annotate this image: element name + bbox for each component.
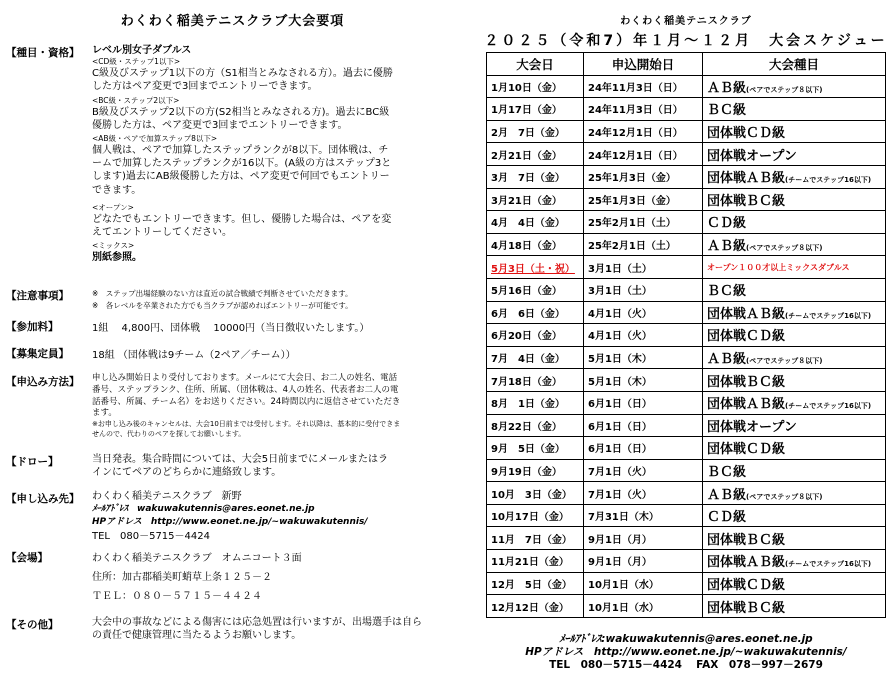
row-date: 4月 4日（金） — [487, 211, 584, 234]
row-event: ＢＣ級 — [707, 464, 747, 480]
row-date: 5月3日（土・祝） — [487, 256, 584, 279]
row-event-cell — [703, 595, 886, 618]
schedule-body — [487, 75, 886, 617]
schedule-row — [487, 324, 886, 347]
row-start-date: 24年12月1日（日） — [584, 143, 703, 166]
open-subheading: <オープン> — [92, 202, 134, 212]
row-start-date: 7月1日（火） — [584, 482, 703, 505]
schedule-row — [487, 256, 886, 279]
row-event-cell — [703, 211, 886, 234]
row-date: 7月18日（金） — [487, 369, 584, 392]
section-label-shubetsu: 【種目・資格】 — [6, 47, 80, 59]
schedule-row — [487, 482, 886, 505]
row-event-cell — [703, 278, 886, 301]
row-start-date: 7月1日（火） — [584, 459, 703, 482]
row-event: ＡＢ級 — [707, 239, 747, 255]
schedule-row — [487, 75, 886, 98]
row-event-note: (チームでステップ16以下) — [785, 176, 872, 185]
draw-text: 当日発表。集合時間については、大会5日前までにメールまたはラインにてペアのどちらかに連絡致します。 — [92, 454, 388, 479]
row-start-date: 25年1月3日（金） — [584, 165, 703, 188]
section-venue — [92, 549, 422, 606]
row-event-cell — [703, 414, 886, 437]
row-event-cell — [703, 75, 886, 98]
fee-text: 1組 4,800円、団体戦 10000円（当日徴収いたします。） — [92, 323, 370, 334]
section-label-venue: 【会場】 — [6, 552, 48, 564]
row-event: 団体戦ＢＣ級 — [707, 600, 786, 616]
row-event: 団体戦ＡＢ級 — [707, 555, 786, 571]
schedule-row — [487, 572, 886, 595]
guidelines-title: わくわく稲美テニスクラブ大会要項 — [120, 14, 345, 29]
row-date: 9月 5日（金） — [487, 437, 584, 460]
header-start: 申込開始日 — [584, 53, 703, 76]
row-event-cell — [703, 482, 886, 505]
row-start-date: 5月1日（木） — [584, 369, 703, 392]
footer-hp: HPアドレス http://www.eonet.ne.jp/~wakuwakutennis/ — [525, 646, 847, 658]
venue-address: 住所：加古郡稲美町蛸草上条１２５－２ — [92, 572, 272, 583]
row-date: 4月18日（金） — [487, 233, 584, 256]
row-event: 団体戦ＢＣ級 — [707, 374, 786, 390]
row-start-date: 25年2月1日（土） — [584, 233, 703, 256]
schedule-row — [487, 369, 886, 392]
row-start-date: 9月1日（月） — [584, 550, 703, 573]
row-start-date: 24年11月3日（日） — [584, 98, 703, 121]
row-start-date: 4月1日（火） — [584, 301, 703, 324]
open-text: どなたでもエントリーできます。但し、優勝した場合は、ペアを変えてエントリーしてください。 — [92, 213, 392, 239]
contact-mail: ﾒｰﾙｱﾄﾞﾚｽ wakuwakutennis@ares.eonet.ne.jp — [92, 504, 315, 515]
section-apply — [92, 373, 402, 439]
schedule-row — [487, 143, 886, 166]
schedule-row — [487, 120, 886, 143]
row-event: 団体戦オープン — [707, 419, 797, 435]
schedule-row — [487, 211, 886, 234]
caution-line-2: ※ 各レベルを卒業された方でも当クラブが認めればエントリーが可能です。 — [92, 301, 353, 310]
schedule-row — [487, 550, 886, 573]
row-date: 12月12日（金） — [487, 595, 584, 618]
ab-text: 個人戦は、ペアで加算したステップランクが8以下。団体戦は、チームで加算したステップランクが16以下。(A級の方はステップ3とします)過去にAB級優勝した方は、ペア変更で何回でもエントリーできます。 — [92, 145, 392, 196]
other-text: 大会中の事故などによる傷害には応急処置は行いますが、出場選手は自らの責任で健康管理に当たるようお願いします。 — [92, 617, 422, 642]
schedule-row — [487, 188, 886, 211]
row-event-note: (ペアでステップ８以下) — [746, 357, 823, 366]
section-label-apply: 【申込み方法】 — [6, 376, 80, 388]
row-event: 団体戦ＣＤ級 — [707, 126, 786, 142]
row-date: 3月21日（金） — [487, 188, 584, 211]
row-event-cell — [703, 233, 886, 256]
row-start-date: 24年12月1日（日） — [584, 120, 703, 143]
row-event: オープン１００才以上ミックスダブルス — [707, 262, 850, 272]
row-date: 2月21日（金） — [487, 143, 584, 166]
schedule-row — [487, 414, 886, 437]
row-event-cell — [703, 301, 886, 324]
schedule-panel — [484, 0, 888, 685]
row-event-note: (ペアでステップ８以下) — [746, 492, 823, 501]
mix-subheading: <ミックス> — [92, 241, 135, 251]
row-date: 8月22日（金） — [487, 414, 584, 437]
schedule-row — [487, 233, 886, 256]
row-event-cell — [703, 572, 886, 595]
row-event: ＣＤ級 — [707, 216, 747, 232]
schedule-row — [487, 527, 886, 550]
section-shubetsu — [92, 44, 397, 264]
row-start-date: 10月1日（水） — [584, 572, 703, 595]
row-date: 11月 7日（金） — [487, 527, 584, 550]
row-event: ＡＢ級 — [707, 80, 747, 96]
row-date: 6月20日（金） — [487, 324, 584, 347]
section-label-teiin: 【募集定員】 — [6, 348, 69, 360]
row-event-note: (チームでステップ16以下) — [785, 311, 872, 320]
row-event-cell — [703, 527, 886, 550]
row-event: ＢＣ級 — [707, 284, 747, 300]
row-event-cell — [703, 550, 886, 573]
row-start-date: 25年2月1日（土） — [584, 211, 703, 234]
contact-name: わくわく稲美テニスクラブ 新野 — [92, 491, 242, 502]
row-date: 11月21日（金） — [487, 550, 584, 573]
row-event: 団体戦ＣＤ級 — [707, 329, 786, 345]
row-start-date: 5月1日（木） — [584, 346, 703, 369]
row-event: 団体戦ＡＢ級 — [707, 306, 786, 322]
bc-text: B級及びステップ2以下の方(S2相当とみなされる方)。過去にBC級優勝した方は、ペア変更で3回までエントリーできます。 — [92, 106, 390, 131]
ab-subheading: <AB級・ペアで加算ステップ8以下> — [92, 134, 218, 144]
row-event: 団体戦ＣＤ級 — [707, 442, 786, 458]
schedule-row — [487, 437, 886, 460]
schedule-row — [487, 504, 886, 527]
section-label-other: 【その他】 — [6, 619, 59, 631]
row-date: 3月 7日（金） — [487, 165, 584, 188]
section-label-fee: 【参加料】 — [6, 321, 59, 333]
row-event: 団体戦ＢＣ級 — [707, 193, 786, 209]
row-start-date: 6月1日（日） — [584, 437, 703, 460]
row-event: 団体戦オープン — [707, 148, 797, 164]
row-date: 12月 5日（金） — [487, 572, 584, 595]
footer-mail: ﾒｰﾙｱﾄﾞﾚｽ:wakuwakutennis@ares.eonet.ne.jp — [559, 633, 813, 645]
row-event: 団体戦ＡＢ級 — [707, 397, 786, 413]
row-start-date: 25年1月3日（金） — [584, 188, 703, 211]
cd-subheading: <CD級・ステップ1以下> — [92, 57, 181, 67]
section-label-draw: 【ドロー】 — [6, 456, 59, 468]
schedule-row — [487, 98, 886, 121]
apply-note: ※お申し込み後のキャンセルは、大会10日前までは受付します。それ以降は、基本的に受付できませんので、代わりのペアを探してお願いします。 — [92, 420, 401, 438]
row-date: 8月 1日（金） — [487, 391, 584, 414]
row-event: 団体戦ＡＢ級 — [707, 171, 786, 187]
row-event-note: (ペアでステップ８以下) — [746, 85, 823, 94]
row-event-cell — [703, 504, 886, 527]
row-event-cell — [703, 369, 886, 392]
row-date: 6月 6日（金） — [487, 301, 584, 324]
row-event-cell — [703, 256, 886, 279]
event-heading: レベル別女子ダブルス — [92, 45, 192, 56]
row-event-cell — [703, 120, 886, 143]
row-start-date: 7月31日（木） — [584, 504, 703, 527]
bc-subheading: <BC級・ステップ2以下> — [92, 95, 180, 105]
row-start-date: 10月1日（水） — [584, 595, 703, 618]
row-start-date: 6月1日（日） — [584, 391, 703, 414]
schedule-row — [487, 278, 886, 301]
schedule-row — [487, 165, 886, 188]
cd-text: C級及びステップ1以下の方（S1相当とみなされる方）。過去に優勝した方はペア変更で3回までエントリーできます。 — [92, 68, 393, 93]
contact-tel: TEL 080－5715－4424 — [92, 530, 210, 542]
row-event: ＢＣ級 — [707, 103, 747, 119]
row-event-cell — [703, 437, 886, 460]
schedule-row — [487, 595, 886, 618]
row-date: 2月 7日（金） — [487, 120, 584, 143]
row-event-note: (ペアでステップ８以下) — [746, 244, 823, 253]
schedule-row — [487, 391, 886, 414]
row-start-date: 3月1日（土） — [584, 256, 703, 279]
row-date: 10月 3日（金） — [487, 482, 584, 505]
schedule-row — [487, 301, 886, 324]
contact-hp: HPアドレス http://www.eonet.ne.jp/~wakuwakutennis/ — [92, 517, 368, 528]
row-event: 団体戦ＢＣ級 — [707, 532, 786, 548]
row-date: 1月10日（金） — [487, 75, 584, 98]
row-start-date: 6月1日（日） — [584, 414, 703, 437]
row-start-date: 24年11月3日（日） — [584, 75, 703, 98]
section-contact — [92, 490, 422, 543]
header-date: 大会日 — [487, 53, 584, 76]
row-start-date: 9月1日（月） — [584, 527, 703, 550]
venue-tel: ＴＥＬ：０８０－５７１５－４４２４ — [92, 591, 262, 602]
row-event-cell — [703, 188, 886, 211]
row-start-date: 3月1日（土） — [584, 278, 703, 301]
row-event-cell — [703, 391, 886, 414]
schedule-table — [486, 52, 886, 618]
row-event-cell — [703, 324, 886, 347]
row-event: 団体戦ＣＤ級 — [707, 577, 786, 593]
caution-line-1: ※ ステップ出場経験のない方は直近の試合戦績で判断させていただきます。 — [92, 289, 353, 298]
row-event-cell — [703, 143, 886, 166]
section-label-contact: 【申し込み先】 — [6, 493, 80, 505]
section-label-chui: 【注意事項】 — [6, 290, 69, 302]
row-event-note: (チームでステップ16以下) — [785, 560, 872, 569]
apply-text: 申し込み開始日より受付しております。メールにて大会日、お二人の姓名、電話番号、ステップランク、住所、所属、（団体戦は、4人の姓名、代表者お二人の電話番号、所属、チーム名）をお送りください。24時間以内に返信させていただきます。 — [92, 373, 401, 419]
venue-name: わくわく稲美テニスクラブ オムニコート３面 — [92, 553, 302, 564]
row-date: 10月17日（金） — [487, 504, 584, 527]
row-event: ＣＤ級 — [707, 510, 747, 526]
capacity-text: 18組 （団体戦は9チーム（2ペア／チーム）） — [92, 350, 296, 361]
schedule-header-row — [487, 53, 886, 76]
row-start-date: 4月1日（火） — [584, 324, 703, 347]
schedule-title: ２０２５（令和7）年１月～１２月 大会スケジュー — [484, 33, 888, 49]
row-event: ＡＢ級 — [707, 487, 747, 503]
row-event-cell — [703, 346, 886, 369]
row-event: ＡＢ級 — [707, 352, 747, 368]
row-date: 1月17日（金） — [487, 98, 584, 121]
row-date: 7月 4日（金） — [487, 346, 584, 369]
row-event-note: (チームでステップ16以下) — [785, 402, 872, 411]
row-date: 5月16日（金） — [487, 278, 584, 301]
mix-text: 別紙参照。 — [92, 252, 142, 264]
row-event-cell — [703, 98, 886, 121]
schedule-row — [487, 346, 886, 369]
footer-tel: TEL 080－5715－4424 FAX 078－997－2679 — [549, 659, 823, 671]
schedule-club-title: わくわく稲美テニスクラブ — [620, 16, 752, 27]
row-event-cell — [703, 459, 886, 482]
header-event: 大会種目 — [703, 53, 886, 76]
schedule-row — [487, 459, 886, 482]
row-date: 9月19日（金） — [487, 459, 584, 482]
row-event-cell — [703, 165, 886, 188]
